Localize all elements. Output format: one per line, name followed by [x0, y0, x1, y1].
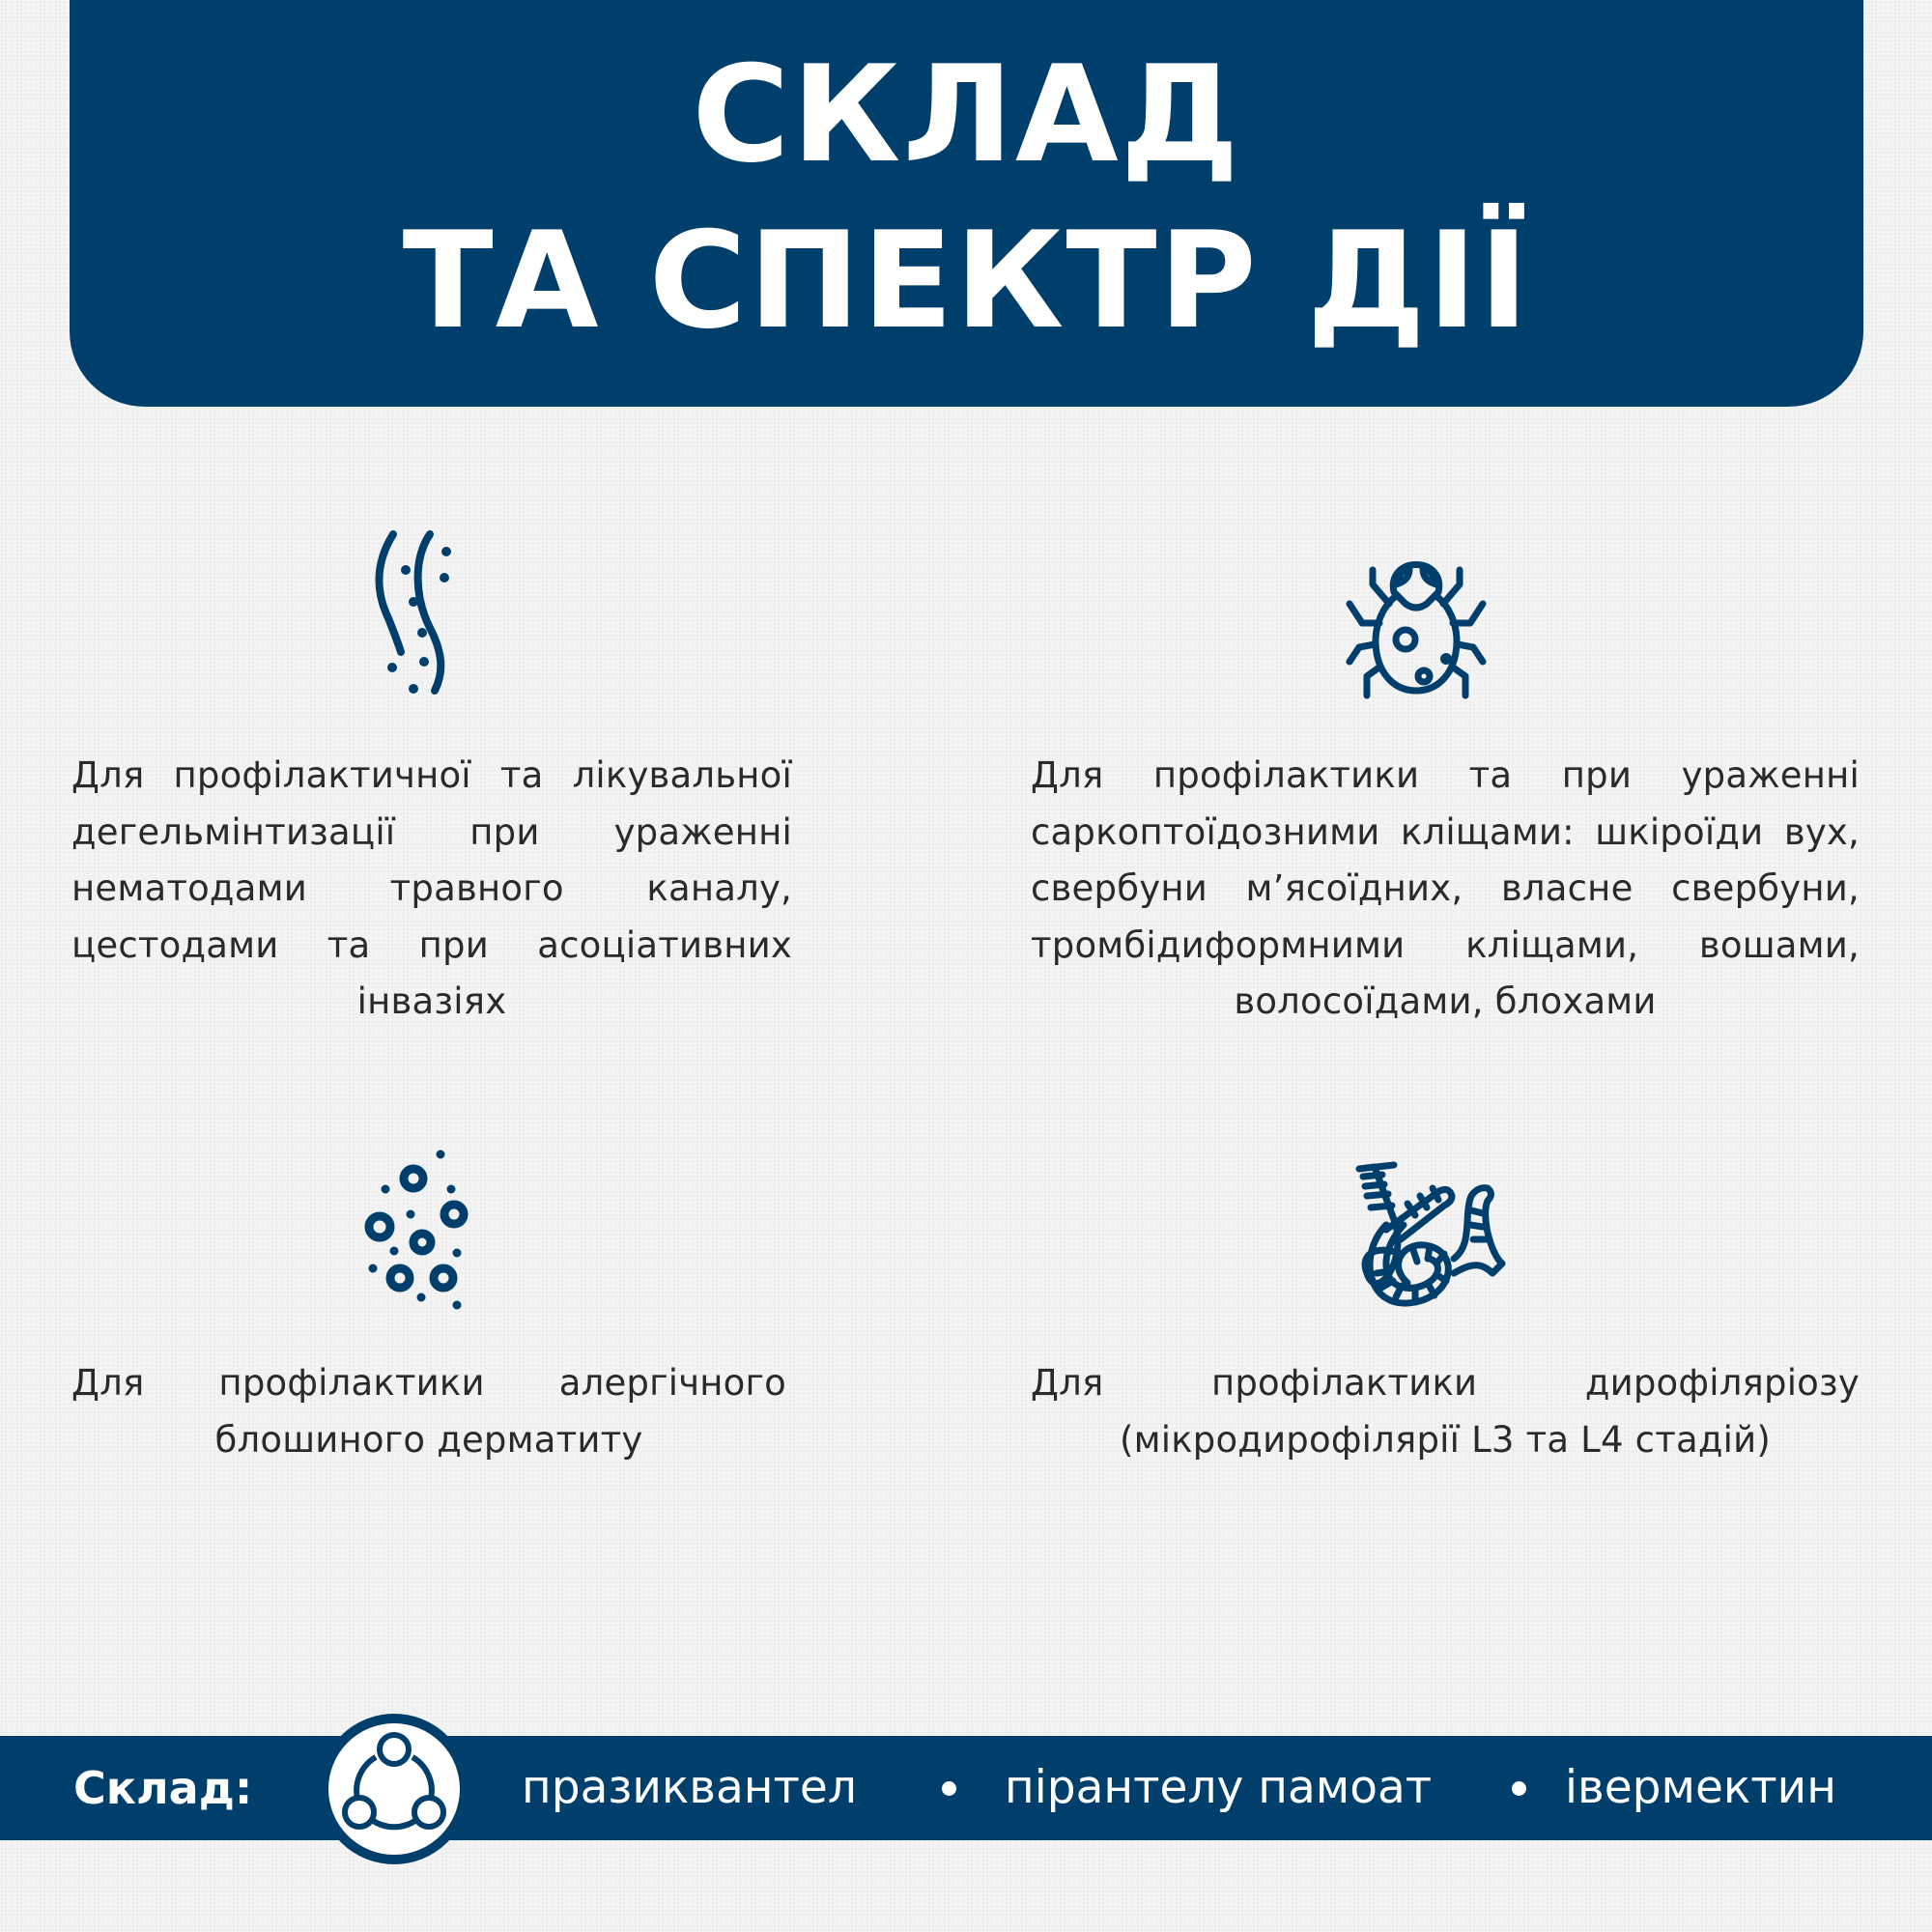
ingredient-ivermectin: івермектин	[1565, 1761, 1836, 1814]
flea-eggs-dots-icon	[357, 1145, 473, 1318]
card-description-dirofilariasis: Для профілактики дирофіляріозу (мікродирофілярії L3 та L4 стадій)	[1031, 1362, 1860, 1461]
molecule-badge	[319, 1714, 469, 1864]
bullet-separator	[1512, 1781, 1526, 1796]
mite-tick-icon	[1338, 536, 1497, 704]
tangled-heartworm-icon	[1348, 1157, 1507, 1321]
page-title-line-2: ТА СПЕКТР ДІЇ	[402, 203, 1531, 358]
bullet-separator	[942, 1781, 956, 1796]
molecule-icon	[328, 1723, 460, 1855]
card-description-mites: Для профілактики та при ураженні саркоптоїдозними кліщами: шкіроїди вух, свербуни м’ясоїдних, власне свербуни, тромбідиформними кліщами, вошами, волосоїдами, блохами	[1031, 754, 1860, 1022]
ingredient-praziquantel: празиквантел	[522, 1761, 857, 1814]
card-description-flea-dermatitis: Для профілактики алергічного блошиного дерматиту	[71, 1362, 786, 1461]
header-panel	[70, 0, 1863, 407]
composition-label: Склад:	[73, 1762, 253, 1814]
page-title-line-1: СКЛАД	[692, 37, 1241, 192]
ingredient-pyrantel-pamoate: пірантелу памоат	[1005, 1761, 1433, 1814]
nematode-worms-icon	[369, 526, 475, 699]
card-description-deworming: Для профілактичної та лікувальної дегельмінтизації при ураженні нематодами травного каналу, цестодами та при асоціативних інвазіях	[71, 754, 792, 1022]
